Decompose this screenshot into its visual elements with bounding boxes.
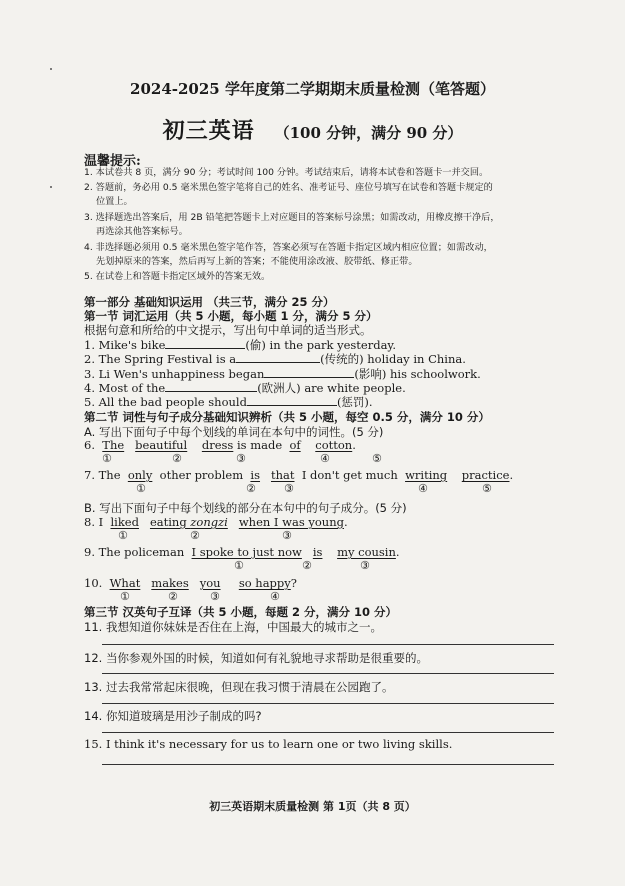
underlined-phrase: when I was young xyxy=(238,515,344,529)
question-9: 9. The policeman I spoke to just now is my cousin. xyxy=(84,545,400,559)
question-15: 15. I think it's necessary for us to learn one or two living skills. xyxy=(84,737,453,751)
tip-item: 位置上。 xyxy=(96,196,133,207)
underlined-word: of xyxy=(289,438,301,452)
underlined-word: you xyxy=(199,576,221,590)
question-11: 11. 我想知道你妹妹是否住在上海，中国最大的城市之一。 xyxy=(84,620,382,634)
answer-blank[interactable] xyxy=(264,366,354,378)
underlined-word: cotton xyxy=(315,438,353,452)
underlined-word: The xyxy=(102,438,125,452)
section1-heading: 第一节 词汇运用（共 5 小题，每小题 1 分，满分 5 分） xyxy=(84,309,378,323)
subject-title: 初三英语 xyxy=(162,118,255,144)
duration-score: （100 分钟，满分 90 分） xyxy=(274,124,463,142)
circled-number: ④ xyxy=(270,590,280,603)
question-1: 1. Mike's bike (偷) in the park yesterday. xyxy=(84,338,397,352)
question-7: 7. The only other problem is that I don't get much writing practice. xyxy=(84,468,514,482)
answer-blank[interactable] xyxy=(236,351,320,363)
underlined-phrase: eating zongzi xyxy=(149,515,228,529)
scan-dot xyxy=(50,186,52,188)
underlined-phrase: so happy xyxy=(238,576,291,590)
answer-blank[interactable] xyxy=(165,337,245,349)
tip-item: 5. 在试卷上和答题卡指定区域外的答案无效。 xyxy=(84,271,271,282)
underlined-phrase: I spoke to just now xyxy=(191,545,302,559)
underlined-word: beautiful xyxy=(135,438,188,452)
answer-blank[interactable] xyxy=(165,380,257,392)
question-2: 2. The Spring Festival is a (传统的) holiday in China. xyxy=(84,352,466,366)
question-4: 4. Most of the (欧洲人) are white people. xyxy=(84,381,406,395)
question-13: 13. 过去我常常起床很晚，但现在我习惯于清晨在公园跑了。 xyxy=(84,680,394,694)
circled-number: ⑤ xyxy=(372,452,382,465)
circled-number: ① xyxy=(102,452,112,465)
underlined-word: dress xyxy=(201,438,234,452)
circled-number: ⑤ xyxy=(482,482,492,495)
underlined-word: is xyxy=(312,545,323,559)
circled-number: ② xyxy=(172,452,182,465)
underlined-phrase: my cousin xyxy=(337,545,396,559)
underlined-word: practice xyxy=(461,468,510,482)
circled-number: ① xyxy=(120,590,130,603)
underlined-word: writing xyxy=(405,468,448,482)
section2-part-b: B. 写出下面句子中每个划线的部分在本句中的句子成分。(5 分) xyxy=(84,501,407,515)
underlined-word: makes xyxy=(151,576,189,590)
circled-number: ① xyxy=(118,529,128,542)
question-3: 3. Li Wen's unhappiness began (影响) his schoolwork. xyxy=(84,367,481,381)
underlined-word: is xyxy=(250,468,261,482)
question-10: 10. What makes you so happy? xyxy=(84,576,297,590)
answer-line[interactable] xyxy=(102,703,554,704)
circled-number: ③ xyxy=(360,559,370,572)
subject-line xyxy=(0,114,625,145)
circled-number: ③ xyxy=(210,590,220,603)
tip-item: 1. 本试卷共 8 页，满分 90 分；考试时间 100 分钟。考试结束后，请将本试卷和答题卡一并交回。 xyxy=(84,167,489,178)
underlined-word: liked xyxy=(110,515,139,529)
circled-number: ③ xyxy=(236,452,246,465)
circled-number: ① xyxy=(136,482,146,495)
tip-item: 4. 非选择题必须用 0.5 毫米黑色签字笔作答，答案必须写在答题卡指定区域内相应位置；如需改动， xyxy=(84,242,493,253)
question-8: 8. I liked eating zongzi when I was young. xyxy=(84,515,348,529)
scan-dot xyxy=(50,68,52,70)
section2-part-a: A. 写出下面句子中每个划线的单词在本句中的词性。(5 分) xyxy=(84,425,384,439)
answer-line[interactable] xyxy=(102,732,554,733)
tip-item: 再选涂其他答案标号。 xyxy=(96,226,188,237)
underlined-word: only xyxy=(127,468,153,482)
answer-blank[interactable] xyxy=(247,394,337,406)
section2-heading: 第二节 词性与句子成分基础知识辨析（共 5 小题，每空 0.5 分，满分 10 分） xyxy=(84,410,490,424)
circled-number: ② xyxy=(168,590,178,603)
circled-number: ④ xyxy=(320,452,330,465)
question-6: 6. The beautiful dress is made of cotton. xyxy=(84,438,356,452)
tips-heading: 温馨提示: xyxy=(84,154,141,169)
circled-number: ④ xyxy=(418,482,428,495)
circled-number: ② xyxy=(190,529,200,542)
page-footer: 初三英语期末质量检测 第 1页（共 8 页） xyxy=(209,800,416,813)
circled-number: ③ xyxy=(282,529,292,542)
tip-item: 2. 答题前，务必用 0.5 毫米黑色签字笔将自己的姓名、准考证号、座位号填写在试卷和答题卡规定的 xyxy=(84,182,493,193)
circled-number: ② xyxy=(302,559,312,572)
circled-number: ② xyxy=(246,482,256,495)
answer-line[interactable] xyxy=(102,644,554,645)
part1-heading: 第一部分 基础知识运用 （共三节，满分 25 分） xyxy=(84,295,335,309)
section1-instruction: 根据句意和所给的中文提示，写出句中单词的适当形式。 xyxy=(84,323,372,337)
circled-number: ① xyxy=(234,559,244,572)
circled-number: ③ xyxy=(284,482,294,495)
answer-line[interactable] xyxy=(102,673,554,674)
question-12: 12. 当你参观外国的时候，知道如何有礼貌地寻求帮助是很重要的。 xyxy=(84,651,428,665)
exam-title: 2024-2025 学年度第二学期期末质量检测（笔答题） xyxy=(130,80,495,98)
tip-item: 先划掉原来的答案，然后再写上新的答案；不能使用涂改液、胶带纸、修正带。 xyxy=(96,256,418,267)
question-5: 5. All the bad people should (惩罚). xyxy=(84,395,373,409)
answer-line[interactable] xyxy=(102,764,554,765)
tip-item: 3. 选择题选出答案后，用 2B 铅笔把答题卡上对应题目的答案标号涂黑；如需改动，用橡皮擦干净后， xyxy=(84,212,500,223)
section3-heading: 第三节 汉英句子互译（共 5 小题，每题 2 分，满分 10 分） xyxy=(84,605,398,619)
underlined-word: What xyxy=(109,576,141,590)
question-14: 14. 你知道玻璃是用沙子制成的吗? xyxy=(84,709,262,723)
underlined-word: that xyxy=(270,468,295,482)
